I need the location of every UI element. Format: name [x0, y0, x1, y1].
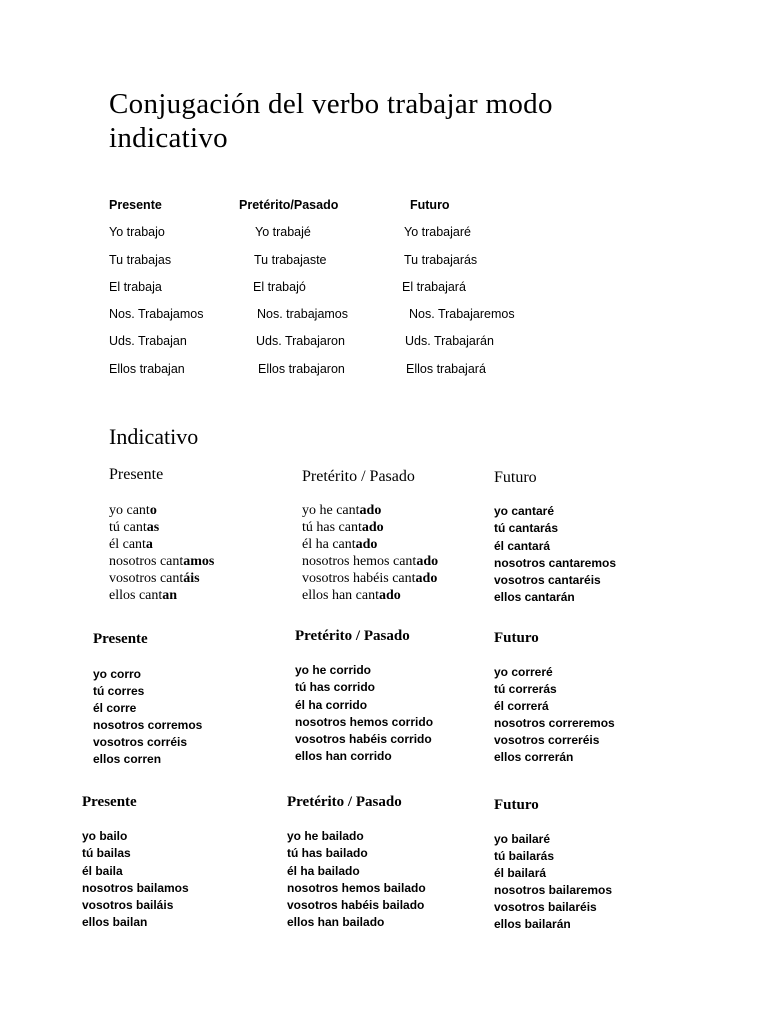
trabajar-cell: Tu trabajas	[109, 253, 172, 267]
cantar-preterito-list	[302, 502, 438, 604]
trabajar-cell: Uds. Trabajaron	[256, 334, 345, 348]
list-item: él ha cantado	[302, 537, 378, 552]
trabajar-header-presente: Presente	[109, 198, 162, 212]
list-item: ellos bailarán	[494, 917, 571, 931]
list-item: ellos han bailado	[287, 915, 385, 930]
bailar-futuro-label: Futuro	[494, 797, 539, 813]
list-item: él cantará	[494, 538, 551, 553]
cantar-futuro-label: Futuro	[494, 469, 537, 486]
trabajar-header-futuro: Futuro	[410, 198, 450, 212]
trabajar-cell: Ellos trabajará	[406, 362, 486, 376]
trabajar-cell: Uds. Trabajarán	[405, 334, 494, 348]
bailar-presente-label: Presente	[82, 794, 137, 810]
list-item: nosotros hemos cantado	[302, 554, 439, 569]
trabajar-cell: Ellos trabajan	[109, 362, 185, 376]
list-item: yo bailaré	[494, 832, 551, 846]
cantar-presente-list	[109, 502, 214, 604]
list-item: tú has bailado	[287, 846, 368, 861]
list-item: tú has corrido	[295, 680, 376, 695]
page-title-text: Conjugación del verbo trabajar modo indicativo	[109, 88, 553, 154]
trabajar-cell: El trabajará	[402, 280, 466, 294]
trabajar-cell: Uds. Trabajan	[109, 334, 187, 348]
cantar-presente-label: Presente	[109, 466, 164, 483]
list-item: él canta	[109, 537, 153, 552]
list-item: tú cantas	[109, 520, 160, 535]
list-item: ellos corren	[93, 752, 162, 766]
list-item: nosotros corremos	[93, 718, 203, 732]
trabajar-cell: Yo trabajo	[109, 225, 165, 239]
list-item: él baila	[82, 863, 123, 878]
list-item: vosotros cantaréis	[494, 573, 601, 588]
correr-presente-list	[93, 666, 202, 768]
correr-futuro-list	[494, 664, 615, 766]
list-item: nosotros hemos corrido	[295, 714, 434, 729]
trabajar-cell: Ellos trabajaron	[258, 362, 345, 376]
correr-presente-label: Presente	[93, 631, 148, 647]
list-item: él correrá	[494, 699, 549, 713]
trabajar-cell: Nos. Trabajaremos	[409, 307, 515, 321]
list-item: vosotros correréis	[494, 733, 600, 747]
list-item: ellos bailan	[82, 915, 148, 930]
trabajar-cell: Nos. trabajamos	[257, 307, 349, 321]
trabajar-cell: Yo trabajaré	[404, 225, 471, 239]
trabajar-cell: Yo trabajé	[255, 225, 311, 239]
list-item: tú correrás	[494, 682, 557, 696]
list-item: ellos cantarán	[494, 590, 575, 605]
trabajar-cell: Tu trabajaste	[254, 253, 327, 267]
list-item: él ha bailado	[287, 863, 360, 878]
trabajar-header-preterito: Pretérito/Pasado	[239, 198, 339, 212]
correr-preterito-label: Pretérito / Pasado	[295, 628, 410, 644]
list-item: yo he cantado	[302, 503, 382, 518]
list-item: yo correré	[494, 665, 553, 679]
list-item: vosotros habéis corrido	[295, 732, 432, 747]
list-item: él corre	[93, 701, 137, 715]
list-item: vosotros cantáis	[109, 571, 200, 586]
list-item: vosotros corréis	[93, 735, 188, 749]
list-item: tú bailas	[82, 846, 131, 861]
list-item: él ha corrido	[295, 697, 368, 712]
list-item: nosotros cantaremos	[494, 555, 617, 570]
list-item: ellos han cantado	[302, 588, 401, 603]
page-title	[109, 87, 649, 155]
list-item: tú has cantado	[302, 520, 384, 535]
list-item: yo canto	[109, 503, 157, 518]
list-item: ellos correrán	[494, 750, 574, 764]
list-item: ellos cantan	[109, 588, 178, 603]
list-item: vosotros bailáis	[82, 898, 174, 913]
list-item: nosotros bailaremos	[494, 883, 613, 897]
list-item: nosotros hemos bailado	[287, 880, 426, 895]
bailar-futuro-list	[494, 831, 612, 933]
list-item: nosotros bailamos	[82, 880, 189, 895]
list-item: ellos han corrido	[295, 749, 392, 764]
list-item: vosotros habéis cantado	[302, 571, 438, 586]
trabajar-cell: El trabajó	[253, 280, 306, 294]
trabajar-cell: Tu trabajarás	[404, 253, 478, 267]
trabajar-cell: El trabaja	[109, 280, 162, 294]
list-item: yo corro	[93, 667, 142, 681]
correr-futuro-label: Futuro	[494, 630, 539, 646]
list-item: yo he corrido	[295, 663, 372, 677]
list-item: yo cantaré	[494, 504, 555, 518]
list-item: vosotros bailaréis	[494, 900, 597, 914]
list-item: tú cantarás	[494, 521, 559, 536]
list-item: yo bailo	[82, 829, 128, 843]
correr-preterito-list	[295, 662, 433, 766]
list-item: tú corres	[93, 684, 145, 698]
cantar-preterito-label: Pretérito / Pasado	[302, 468, 415, 485]
list-item: yo he bailado	[287, 829, 364, 843]
list-item: él bailará	[494, 866, 547, 880]
list-item: nosotros correremos	[494, 716, 615, 730]
list-item: vosotros habéis bailado	[287, 898, 425, 913]
list-item: nosotros cantamos	[109, 554, 215, 569]
bailar-preterito-label: Pretérito / Pasado	[287, 794, 402, 810]
trabajar-cell: Nos. Trabajamos	[109, 307, 204, 321]
bailar-presente-list	[82, 828, 189, 932]
list-item: tú bailarás	[494, 849, 555, 863]
indicativo-heading: Indicativo	[109, 424, 199, 449]
bailar-preterito-list	[287, 828, 426, 932]
cantar-futuro-list	[494, 503, 616, 607]
